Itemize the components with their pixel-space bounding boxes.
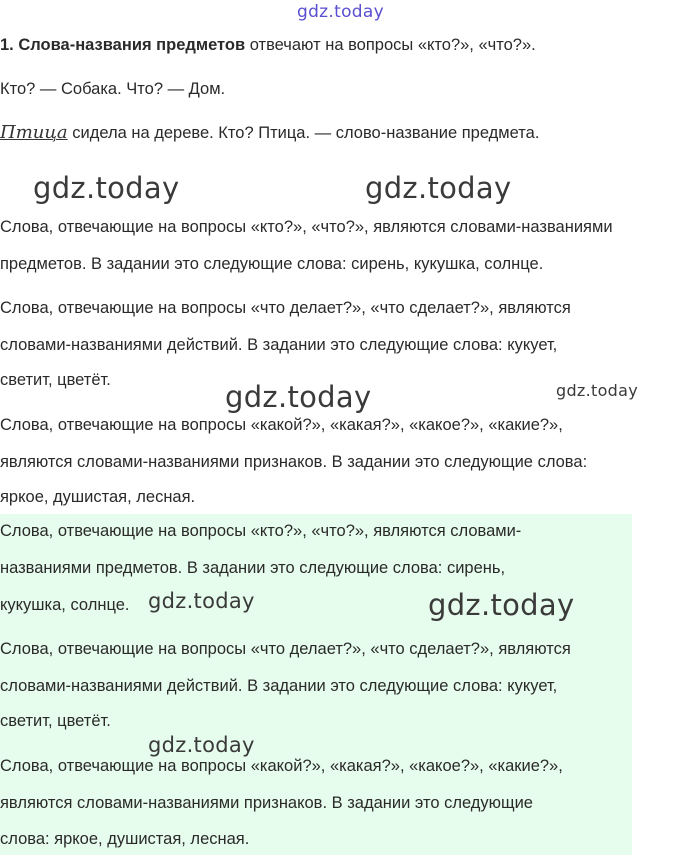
highlighted-line: светит, цветёт. — [0, 712, 111, 730]
watermark: gdz.today — [148, 733, 255, 757]
highlighted-line: Слова, отвечающие на вопросы «какой?», «какая?», «какое?», «какие?», — [0, 757, 563, 775]
highlighted-line: слова: яркое, душистая, лесная. — [0, 830, 250, 848]
answer-line: Слова, отвечающие на вопросы «какой?», «какая?», «какое?», «какие?», — [0, 416, 563, 434]
highlighted-line: кукушка, солнце. — [0, 596, 130, 614]
answer-line: яркое, душистая, лесная. — [0, 488, 196, 506]
highlighted-line: Слова, отвечающие на вопросы «кто?», «что?», являются словами- — [0, 522, 522, 540]
rule-heading: 1. Слова-названия предметов — [0, 36, 246, 54]
watermark: gdz.today — [428, 588, 575, 622]
answer-line: Слова, отвечающие на вопросы «кто?», «что?», являются словами-названиями — [0, 218, 613, 236]
rule-text: отвечают на вопросы «кто?», «что?». — [245, 36, 536, 54]
answer-line: являются словами-названиями признаков. В задании это следующие слова: — [0, 453, 588, 471]
highlighted-line: Слова, отвечающие на вопросы «что делает?», «что сделает?», являются — [0, 640, 571, 658]
example-2-text: сидела на дереве. Кто? Птица. — слово-название предмета. — [67, 124, 540, 142]
watermark-top: gdz.today — [297, 2, 384, 22]
handwritten-word: Птица — [0, 122, 68, 143]
highlighted-line: названиями предметов. В задании это следующие слова: сирень, — [0, 559, 506, 577]
watermark: gdz.today — [148, 589, 255, 613]
intro-example-2 — [0, 122, 539, 144]
answer-line: светит, цветёт. — [0, 371, 111, 389]
answer-line: Слова, отвечающие на вопросы «что делает?», «что сделает?», являются — [0, 299, 571, 317]
answer-line: предметов. В задании это следующие слова: сирень, кукушка, солнце. — [0, 255, 544, 273]
intro-example: Кто? — Собака. Что? — Дом. — [0, 80, 226, 98]
watermark: gdz.today — [33, 171, 180, 205]
answer-line: словами-названиями действий. В задании это следующие слова: кукует, — [0, 336, 558, 354]
watermark: gdz.today — [225, 380, 372, 414]
intro-rule — [0, 34, 536, 56]
watermark: gdz.today — [556, 381, 638, 400]
highlighted-line: словами-названиями действий. В задании это следующие слова: кукует, — [0, 677, 558, 695]
highlighted-line: являются словами-названиями признаков. В задании это следующие — [0, 794, 533, 812]
watermark: gdz.today — [365, 171, 512, 205]
